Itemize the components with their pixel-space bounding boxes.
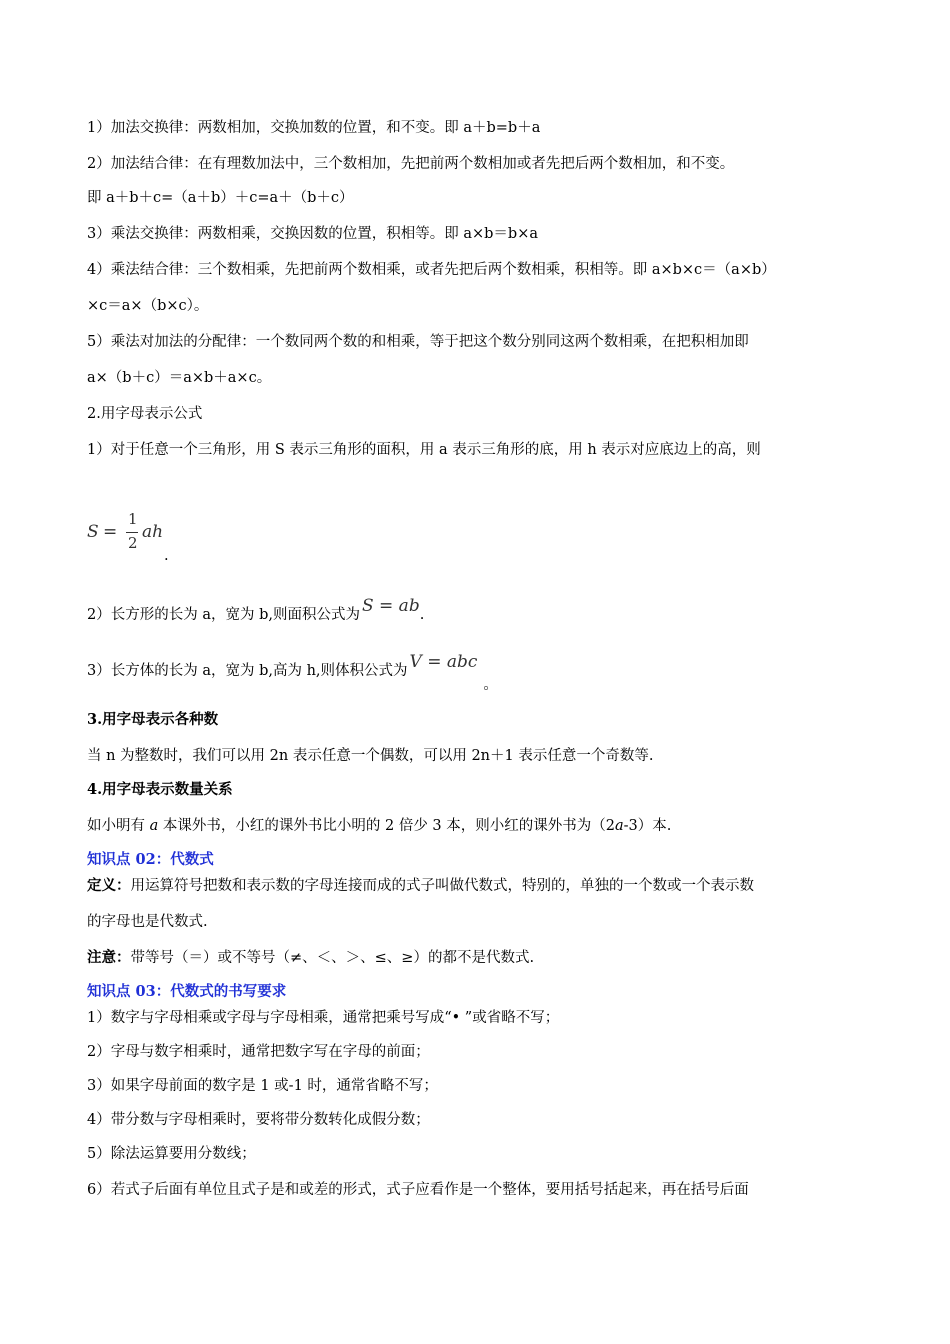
cuboid-volume-formula: V = abc — [409, 652, 478, 672]
section-heading-formulas: 2.用字母表示公式 — [87, 406, 203, 422]
triangle-area-text: 1）对于任意一个三角形，用 S 表示三角形的面积，用 a 表示三角形的底，用 h 表示对应底边上的高，则 — [87, 442, 761, 458]
section-heading-numbers: 3.用字母表示各种数 — [87, 711, 219, 728]
law-multiplication-commutative: 3）乘法交换律：两数相乘，交换因数的位置，积相等。即 a×b＝b×a — [87, 226, 538, 242]
formula-equals: = — [103, 522, 118, 542]
writing-rule-6: 6）若式子后面有单位且式子是和或差的形式，式子应看作是一个整体，要用括号括起来，再在括号后面 — [87, 1182, 749, 1198]
writing-rule-3: 3）如果字母前面的数字是 1 或-1 时，通常省略不写； — [87, 1078, 438, 1094]
writing-rule-4: 4）带分数与字母相乘时，要将带分数转化成假分数； — [87, 1112, 430, 1128]
law-multiplication-associative-cont: ×c＝a×（b×c）。 — [87, 298, 209, 314]
law-distributive: 5）乘法对加法的分配律：一个数同两个数的和相乘，等于把这个数分别同这两个数相乘，在把积相加即 — [87, 334, 749, 350]
rectangle-area-period: . — [419, 607, 425, 623]
knowledge-point-03-heading: 知识点 03：代数式的书写要求 — [87, 983, 287, 1000]
cuboid-volume-line — [87, 652, 498, 693]
law-addition-associative-formula: 即 a＋b＋c=（a＋b）＋c=a＋（b＋c） — [87, 190, 354, 206]
section-heading-quantity: 4.用字母表示数量关系 — [87, 781, 233, 798]
fraction-numerator: 1 — [128, 510, 138, 528]
formula1-period: . — [164, 548, 169, 564]
formula-ah: ah — [142, 522, 164, 542]
definition-text-cont: 的字母也是代数式. — [87, 914, 208, 930]
quantity-example — [87, 816, 671, 836]
writing-rule-2: 2）字母与数字相乘时，通常把数字写在字母的前面； — [87, 1044, 430, 1060]
law-addition-associative: 2）加法结合律：在有理数加法中，三个数相加，先把前两个数相加或者先把后两个数相加，和不变。 — [87, 156, 735, 172]
definition-label: 定义： — [87, 877, 131, 894]
note-line — [87, 948, 534, 968]
cuboid-volume-text: 3）长方体的长为 a，宽为 b,高为 h,则体积公式为 — [87, 663, 408, 679]
fraction-bar — [126, 532, 138, 533]
note-label: 注意： — [87, 949, 131, 966]
knowledge-point-02-heading: 知识点 02：代数式 — [87, 851, 214, 868]
quantity-text-b: 本课外书，小红的课外书比小明的 2 倍少 3 本，则小红的课外书为（2 — [158, 818, 615, 834]
numbers-text: 当 n 为整数时，我们可以用 2n 表示任意一个偶数，可以用 2n＋1 表示任意一个奇数等. — [87, 748, 654, 764]
law-multiplication-associative: 4）乘法结合律：三个数相乘，先把前两个数相乘，或者先把后两个数相乘，积相等。即 a×b×c＝（a×b） — [87, 262, 776, 278]
rectangle-area-formula: S = ab — [361, 596, 420, 616]
rectangle-area-text: 2）长方形的长为 a，宽为 b,则面积公式为 — [87, 607, 360, 623]
law-distributive-formula: a×（b＋c）＝a×b＋a×c。 — [87, 370, 272, 386]
note-text: 带等号（＝）或不等号（≠、＜、＞、≤、≥）的都不是代数式. — [130, 950, 535, 966]
formula-s: S — [87, 522, 99, 542]
variable-a: a — [149, 818, 159, 834]
definition-text: 用运算符号把数和表示数的字母连接而成的式子叫做代数式，特别的，单独的一个数或一个表示数 — [130, 878, 754, 894]
variable-a-2: a — [615, 818, 624, 834]
definition-line — [87, 876, 754, 896]
writing-rule-5: 5）除法运算要用分数线； — [87, 1146, 256, 1162]
writing-rule-1: 1）数字与字母相乘或字母与字母相乘，通常把乘号写成“• ”或省略不写； — [87, 1010, 560, 1026]
quantity-text-c: -3）本. — [623, 818, 672, 834]
quantity-text-a: 如小明有 — [87, 818, 150, 834]
fraction-denominator: 2 — [128, 534, 138, 552]
cuboid-volume-period: 。 — [483, 677, 498, 693]
law-addition-commutative: 1）加法交换律：两数相加，交换加数的位置，和不变。即 a＋b=b＋a — [87, 120, 541, 136]
rectangle-area-line — [87, 596, 425, 625]
